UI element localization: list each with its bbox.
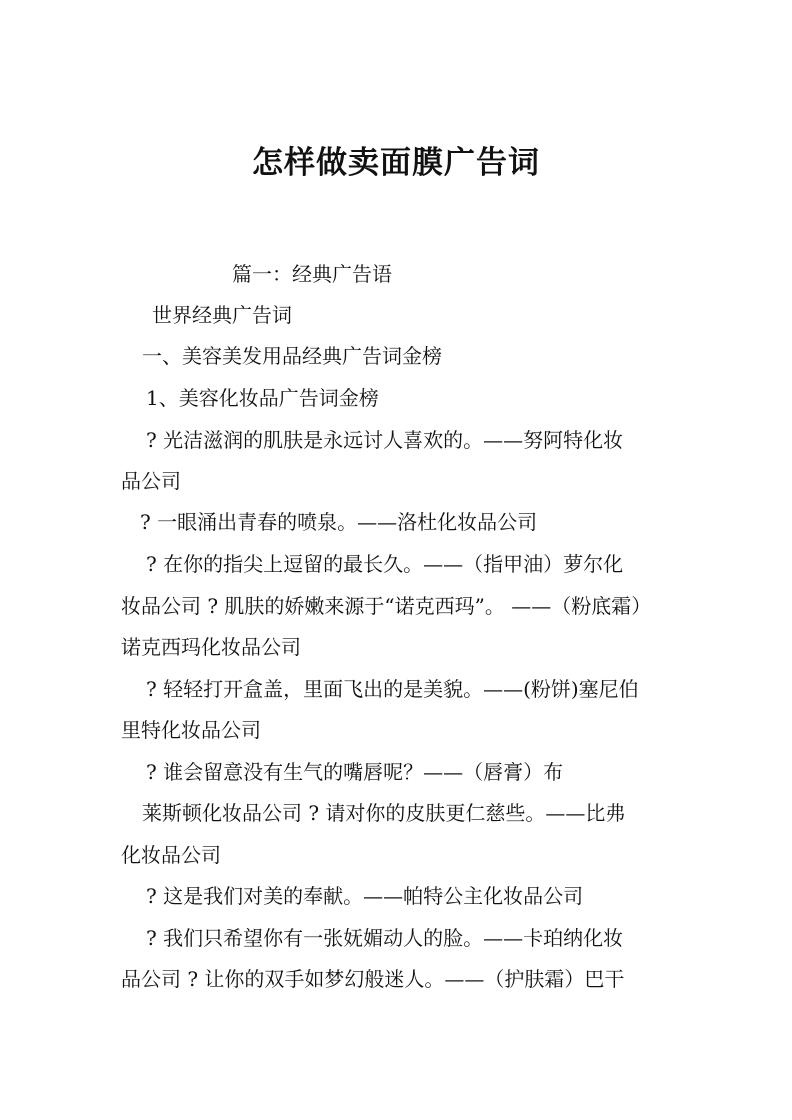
- body-line: 妆品公司 ? 肌肤的娇嫩来源于“诺克西玛”。 ——（粉底霜）: [121, 594, 652, 618]
- body-line: 化妆品公司: [121, 843, 221, 867]
- body-line: ? 这是我们对美的奉献。——帕特公主化妆品公司: [146, 884, 584, 908]
- body-line: 品公司: [121, 469, 181, 493]
- body-line: 诺克西玛化妆品公司: [121, 635, 301, 659]
- body-line: ? 光洁滋润的肌肤是永远讨人喜欢的。——努阿特化妆: [146, 428, 624, 452]
- body-line: 里特化妆品公司: [121, 718, 261, 742]
- body-line: 莱斯顿化妆品公司 ? 请对你的皮肤更仁慈些。——比弗: [142, 801, 626, 825]
- body-line: ? 在你的指尖上逗留的最长久。——（指甲油）萝尔化: [146, 552, 624, 576]
- section-heading: 篇一：经典广告语: [232, 262, 392, 286]
- subcategory-heading: 1、美容化妆品广告词金榜: [146, 386, 379, 410]
- body-line: 品公司 ? 让你的双手如梦幻般迷人。——（护肤霜）巴干: [121, 967, 625, 991]
- body-line: ? 我们只希望你有一张妩媚动人的脸。——卡珀纳化妆: [146, 926, 624, 950]
- body-line: ? 谁会留意没有生气的嘴唇呢？——（唇膏）布: [146, 760, 564, 784]
- subheading: 世界经典广告词: [152, 303, 292, 327]
- category-heading: 一、美容美发用品经典广告词金榜: [142, 344, 442, 368]
- document-title: 怎样做卖面膜广告词: [252, 145, 540, 181]
- body-line: ? 一眼涌出青春的喷泉。——洛杜化妆品公司: [140, 510, 538, 534]
- body-line: ? 轻轻打开盒盖，里面飞出的是美貌。——(粉饼)塞尼伯: [146, 677, 639, 701]
